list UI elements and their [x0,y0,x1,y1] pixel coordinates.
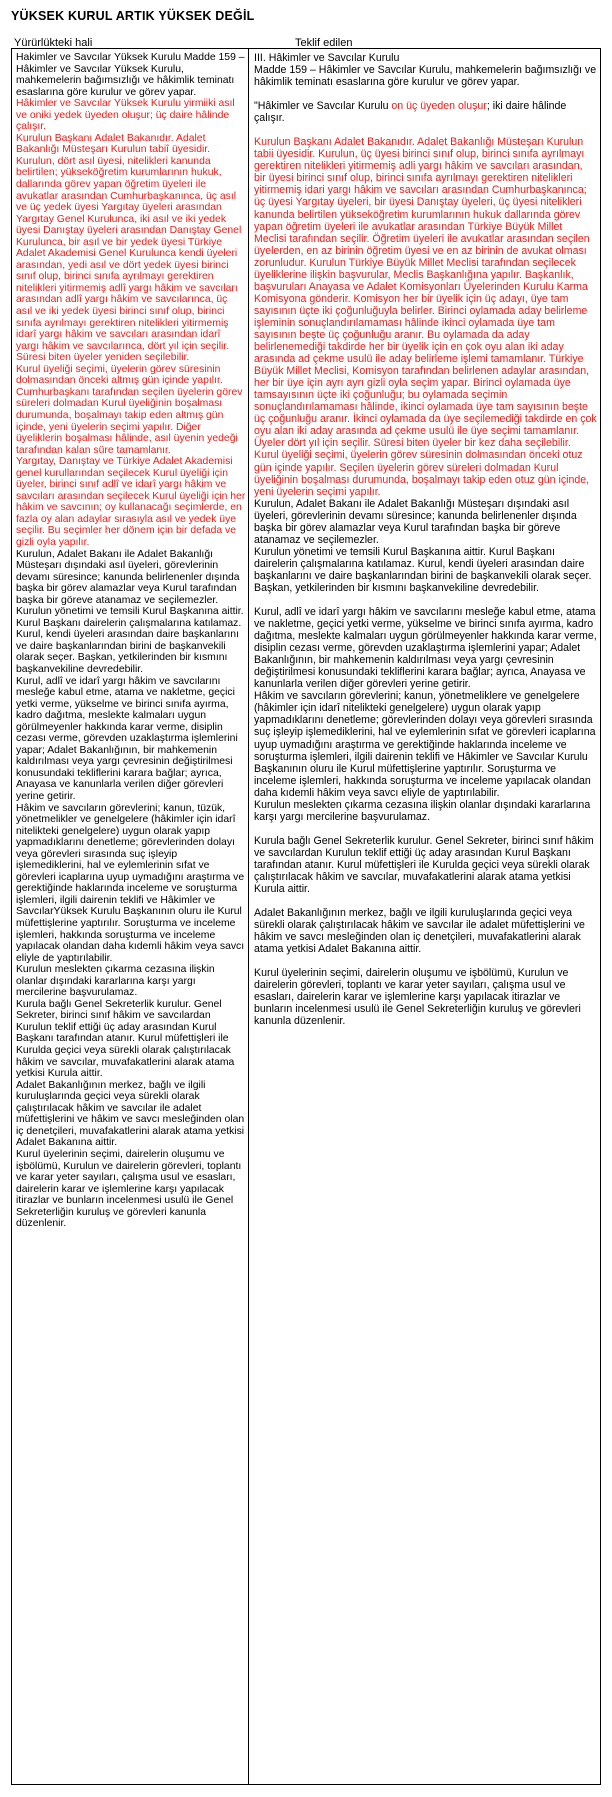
left-text-run: Kurula bağlı Genel Sekreterlik kurulur. Genel Sekreter, birinci sınıf hâkim ve savcılardan Kurulun teklif ettiği üç aday arasından Kurul Başkanı tarafından atanır. Kurul müfettişleri ile Kurulda geçici veya sürekli olarak çalıştırılacak hâkim ve savcılar, muvafakatlerini alarak atama yetkisi Kurula aittir. [16,998,235,1080]
right-text-run: Kurulun yönetimi ve temsili Kurul Başkanına aittir. Kurul Başkanı dairelerin çalışmalarına katılamaz. Kurul, kendi üyeleri arasından daire başkanlarını ve daire başkanlarından birini de başkanvekili olarak seçer. Başkan, yetkilerinden bir kısmını başkanvekiline devredebilir. [254,545,592,594]
left-column-header: Yürürlükteki hali [14,37,93,49]
left-paragraph [16,98,246,133]
right-text-run: Kurulun Başkanı Adalet Bakanıdır. Adalet Bakanlığı Müsteşarı Kurulun tabii üyesidir. Kurulun, üç üyesi birinci sınıf olup, birinci sınıfa ayrılmayı gerektiren nitelikleri yitirmemiş adli yargı hâkim ve savcıları arasından, bir üyesi birinci sınıf olup, birinci sınıfa ayrılmayı gerektiren nitelikleri yitirmemiş idari yargı hâkim ve savcıları arasından Cumhurbaşkanınca; üç üyesi Yargıtay üyeleri, bir üyesi Danıştay üyeleri, üç üyesi nitelikleri kanunda belirtilen yükseköğretim kurumlarının hukuk dallarında görev yapan öğretim üyeleri ile avukatlar arasından Türkiye Büyük Millet Meclisi tarafından seçilir. Öğretim üyeleri ile avukatlar arasından seçilen üyelerden, en az birinin öğretim üyesi ve en az birinin de avukat olması zorunludur. Kurulun Türkiye Büyük Millet Meclisi tarafından seçilecek üyeliklerine ilişkin başvurular, Meclis Başkanlığına yapılır. Başkanlık, başvuruları Anayasa ve Adalet Komisyonları Üyelerinden Kurulu Karma Komisyona gönderir. Komisyon her bir üyelik için üç adayı, üye tam sayısının üçte iki çoğunluğuyla belirler. Birinci oylamada aday belirleme işleminin sonuçlandırılamaması hâlinde ikinci oylamada üye tam sayısının beşte üç çoğunluğu aranır. Bu oylamada da aday belirlenemediği takdirde her bir üyelik için en çok oyu alan iki aday arasında ad çekme usulü ile aday belirleme işlemi tamamlanır. Türkiye Büyük Millet Meclisi, Komisyon tarafından belirlenen adaylar arasından, her bir üye için ayrı ayrı gizli oyla seçim yapar. Birinci oylamada üye tamsayısının üçte iki çoğunluğu; bu oylamada seçimin sonuçlandırılamaması hâlinde, ikinci oylamada üye tam sayısının beşte üç çoğunluğu aranır. İkinci oylamada da üye seçilemediği takdirde en çok oyu alan iki aday arasında ad çekme usulü ile üye seçimi tamamlanır. [254,136,597,438]
current-text-column [16,52,246,1230]
left-paragraph [16,549,246,607]
left-text-run: Adalet Bakanlığının merkez, bağlı ve ilgili kuruluşlarında geçici veya sürekli olarak çalıştırılacak hâkim ve savcılar ile adalet müfettişlerini ve hâkim ve savcı mesleğinden olan iç denetçileri, muvafakatlerini alarak atama yetkisi Adalet Bakanına aittir. [16,1079,245,1149]
right-text-run: Kurulun, Adalet Bakanı ile Adalet Bakanlığı Müsteşarı dışındaki asıl üyeleri, görevlerinin devamı süresince; kanunda belirlenenler dışında başka bir görev alamazlar veya Kurul tarafından başka bir göreve atanamaz ve seçilemezler. [254,497,577,546]
right-text-run: on üç üyeden oluşur [391,100,487,113]
right-column-header: Teklif edilen [295,37,353,49]
paragraph-gap [254,88,597,100]
right-paragraph [254,100,597,124]
left-text-run: Kurul üyelerinin seçimi, dairelerin oluşumu ve işbölümü, Kurulun ve dairelerin görevleri, toplantı ve karar yeter sayıları, çalışma usul ve esasları, dairelerin karar ve işlemlerine karşı yapılacak itirazlar ve bunların incelenmesi usulü ile Genel Sekreterliğin kuruluş ve görevleri kanunla düzenlenir. [16,1148,242,1230]
left-text-run: Hâkim ve savcıların görevlerini; kanun, tüzük, yönetmelikler ve genelgelere (hâkimler için idarî nitelikteki genelgelere) uygun olarak yapıp yapmadıklarını denetleme; görevlerinden dolayı veya görevleri sırasında suç işleyip işlemediklerini, hal ve eylemlerinin sıfat ve görevleri icaplarına uyup uymadığını araştırma ve gerektiğinde haklarında inceleme ve soruşturma işlemleri, ilgili dairenin teklifi ve Hâkimler ve SavcılarYüksek Kurulu Başkanının oluru ile Kurul müfettişlerine yaptırılır. Soruşturma ve inceleme işlemleri, hakkında soruşturma ve inceleme yapılacak olandan daha kıdemli hâkim veya savcı eliyle de yaptırılabilir. [16,802,245,964]
right-text-run: "Hâkimler ve Savcılar Kurulu [254,100,392,113]
left-text-run: Kurulun meslekten çıkarma cezasına ilişkin olanlar dışındaki kararlarına karşı yargı mercilerine başvurulamaz. [16,964,215,999]
proposed-text-column [254,52,597,1028]
paragraph-gap [254,955,597,967]
right-text-run: Adalet Bakanlığının merkez, bağlı ve ilgili kuruluşlarında geçici veya sürekli olarak çalıştırılacak hâkim ve savcılar ile adalet müfettişlerini ve hâkim ve savcı mesleğinden olan iç denetçileri, muvafakatlerini alarak atama yetkisi Adalet Bakanına aittir. [254,907,585,956]
left-paragraph [16,964,246,999]
right-text-run: Hâkim ve savcıların görevlerini; kanun, yönetmeliklere ve genelgelere (hâkimler için idarî nitelikteki genelgelere) uygun olarak yapıp yapmadıklarını denetleme; görevlerinden dolayı veya görevleri sırasında suç işleyip işlemediklerini, hal ve eylemlerinin sıfat ve görevleri icaplarına uyup uymadığını araştırma ve gerektiğinde haklarında inceleme ve soruşturma işlemleri, ilgili dairenin teklifi ve Hâkimler ve Savcılar Kurulu Başkanının oluru ile Kurul müfettişlerine yaptırılır. Soruşturma ve inceleme işlemleri, hakkında soruşturma ve inceleme yapılacak olandan daha kıdemli hâkim veya savcı eliyle de yaptırılabilir. [254,690,596,799]
paragraph-gap [254,124,597,136]
column-divider [248,49,249,1784]
left-paragraph [16,676,246,803]
left-text-run: Kurulun Başkanı Adalet Bakanıdır. Adalet Bakanlığı Müsteşarı Kurulun tabiî üyesidir. Kurulun, dört asıl üyesi, nitelikleri kanunda belirtilen; yükseköğretim kurumlarının hukuk, dallarında görev yapan öğretim üyeleri ile avukatlar arasından Cumhurbaşkanınca, üç asıl ve üç yedek üyesi Yargıtay üyeleri arasından Yargıtay Genel Kurulunca, iki asıl ve iki yedek üyesi Danıştay üyeleri arasından Danıştay Genel Kurulunca, bir asıl ve bir yedek üyesi Türkiye Adalet Akademisi Genel Kurulunca kendi üyeleri arasından, yedi asıl ve dört yedek üyesi birinci sınıf olup, birinci sınıfa ayrılmayı gerektiren nitelikleri yitirmemiş adlî yargı hâkim ve savcıları arasından adlî yargı hâkim ve savcılarınca, üç asıl ve iki yedek üyesi birinci sınıf olup, birinci sınıfa ayrılmayı gerektiren nitelikleri yitirmemiş idarî yargı hâkim ve savcıları arasından idarî yargı hâkim ve savcılarınca, dört yıl için seçilir. Süresi biten üyeler yeniden seçilebilir. [16,132,242,364]
left-text-run: Yargıtay, Danıştay ve Türkiye Adalet Akademisi genel kurullarından seçilecek Kurul üyeliği için üyeler, birinci sınıf adlî ve idarî yargı hâkim ve savcıları arasından seçilecek Kurul üyeliği için her hâkim ve savcının; oy kullanacağı seçimlerde, en fazla oy alan adaylar sırasıyla asıl ve yedek üye seçilir. Bu seçimler her dönem için bir defada ve gizli oyla yapılır. [16,456,246,548]
right-paragraph [254,64,597,88]
left-paragraph [16,456,246,548]
right-text-run: Kurulun meslekten çıkarma cezasına ilişkin olanlar dışındaki kararlarına karşı yargı mercilerine başvurulamaz. [254,798,591,823]
left-paragraph [16,52,246,98]
left-paragraph [16,1080,246,1149]
right-text-run: ; iki daire hâlinde çalışır. [254,100,567,125]
left-text-run: Kurulun, Adalet Bakanı ile Adalet Bakanlığı Müsteşarı dışındaki asıl üyeleri, görevlerinin devamı süresince; kanunda belirlenenler dışında başka bir görev alamazlar veya Kurul tarafından başka bir göreve atanamaz ve seçilemezler. [16,548,240,606]
left-text-run: Hâkimler ve Savcılar Yüksek Kurulu yirmiiki asıl ve oniki yedek üyeden oluşur; üç daire hâlinde çalışır. [16,98,235,133]
left-paragraph [16,133,246,364]
paragraph-gap [254,895,597,907]
paragraph-gap [254,594,597,606]
right-text-run: Kurul üyelerinin seçimi, dairelerin oluşumu ve işbölümü, Kurulun ve dairelerin görevleri, toplantı ve karar yeter sayıları, çalışma usul ve esasları, dairelerin karar ve işlemlerine karşı yapılacak itirazlar ve bunların incelenmesi usulü ile Genel Sekreterliğin kuruluş ve görevleri kanunla düzenlenir. [254,967,581,1028]
right-paragraph [254,449,597,497]
right-paragraph [254,835,597,895]
right-text-run: Kurula bağlı Genel Sekreterlik kurulur. Genel Sekreter, birinci sınıf hâkim ve savcılardan Kurulun teklif ettiği üç aday arasından Kurul Başkanı tarafından atanır. Kurul müfettişleri ile Kurulda geçici veya sürekli olarak çalıştırılacak hâkim ve savcılar, muvafakatlerini alarak atama yetkisi Kurula aittir. [254,834,594,896]
right-paragraph [254,52,597,64]
left-paragraph [16,606,246,675]
left-paragraph [16,364,246,456]
right-text-run: Üyeler dört yıl için seçilir. Süresi biten üyeler bir kez daha seçilebilir. [254,437,571,450]
right-text-run: Kurul üyeliği seçimi, üyelerin görev süresinin dolmasından önceki otuz gün içinde yapılır. Seçilen üyelerin görev süreleri dolmadan Kurul üyeliğinin boşalması durumunda, boşalmayı takip eden otuz gün içinde, yeni üyelerin seçimi yapılır. [254,449,590,498]
right-paragraph [254,967,597,1027]
left-paragraph [16,1149,246,1230]
right-paragraph [254,799,597,823]
right-text-run: Madde 159 – Hâkimler ve Savcılar Kurulu, mahkemelerin bağımsızlığı ve hâkimlik teminatı esaslarına göre kurulur ve görev yapar. [254,64,597,89]
right-paragraph [254,546,597,594]
right-paragraph [254,690,597,798]
left-paragraph [16,803,246,965]
page-title: YÜKSEK KURUL ARTIK YÜKSEK DEĞİL [11,9,255,23]
right-paragraph [254,907,597,955]
left-text-run: Kurul, adlî ve idarî yargı hâkim ve savcılarını mesleğe kabul etme, atama ve nakletme, geçici yetki verme, yükselme ve birinci sınıfa ayırma, kadro dağıtma, meslekte kalmaları uygun görülmeyenler hakkında karar verme, disiplin cezası verme, görevden uzaklaştırma işlemlerini yapar; Adalet Bakanlığının, bir mahkemenin kaldırılması veya yargı çevresinin değiştirilmesi konusundaki tekliflerini karara bağlar; ayrıca, Anayasa ve kanunlarla verilen diğer görevleri yerine getirir. [16,675,238,802]
left-text-run: Kurul üyeliği seçimi, üyelerin görev süresinin dolmasından önceki altmış gün içinde yapılır. Cumhurbaşkanı tarafından seçilen üyelerin görev süreleri dolmadan Kurul üyeliğinin boşalması durumunda, boşalmayı takip eden altmış gün içinde, yeni üyelerin seçimi yapılır. Diğer üyeliklerin boşalması hâlinde, asıl üyenin yedeği tarafından kalan süre tamamlanır. [16,363,243,456]
right-paragraph [254,498,597,546]
right-paragraph [254,136,597,437]
right-text-run: Kurul, adlî ve idarî yargı hâkim ve savcılarını mesleğe kabul etme, atama ve nakletme, geçici yetki verme, yükselme ve birinci sınıfa ayırma, kadro dağıtma, meslekte kalmaları uygun görülmeyenler hakkında karar verme, disiplin cezası verme, görevden uzaklaştırma işlemlerini yapar; Adalet Bakanlığının, bir mahkemenin kaldırılması veya yargı çevresinin değiştirilmesi konusundaki tekliflerini karara bağlar; ayrıca, Anayasa ve kanunlarla verilen diğer görevleri yerine getirir. [254,606,597,691]
comparison-table [11,48,601,1785]
left-text-run: Kurulun yönetimi ve temsili Kurul Başkanına aittir. Kurul Başkanı dairelerin çalışmalarına katılamaz. Kurul, kendi üyeleri arasından daire başkanlarını ve daire başkanlarından birini de başkanvekili olarak seçer. Başkan, yetkilerinden bir kısmını başkanvekiline devredebilir. [16,606,244,675]
right-text-run: III. Hâkimler ve Savcılar Kurulu [254,52,400,64]
right-paragraph [254,437,597,449]
paragraph-gap [254,823,597,835]
right-paragraph [254,606,597,690]
left-text-run: Hakimler ve Savcılar Yüksek Kurulu Madde 159 – Hâkimler ve Savcılar Yüksek Kurulu, mahkemelerin bağımsızlığı ve hâkimlik teminatı esaslarına göre kurulur ve görev yapar. [16,52,245,98]
left-paragraph [16,999,246,1080]
